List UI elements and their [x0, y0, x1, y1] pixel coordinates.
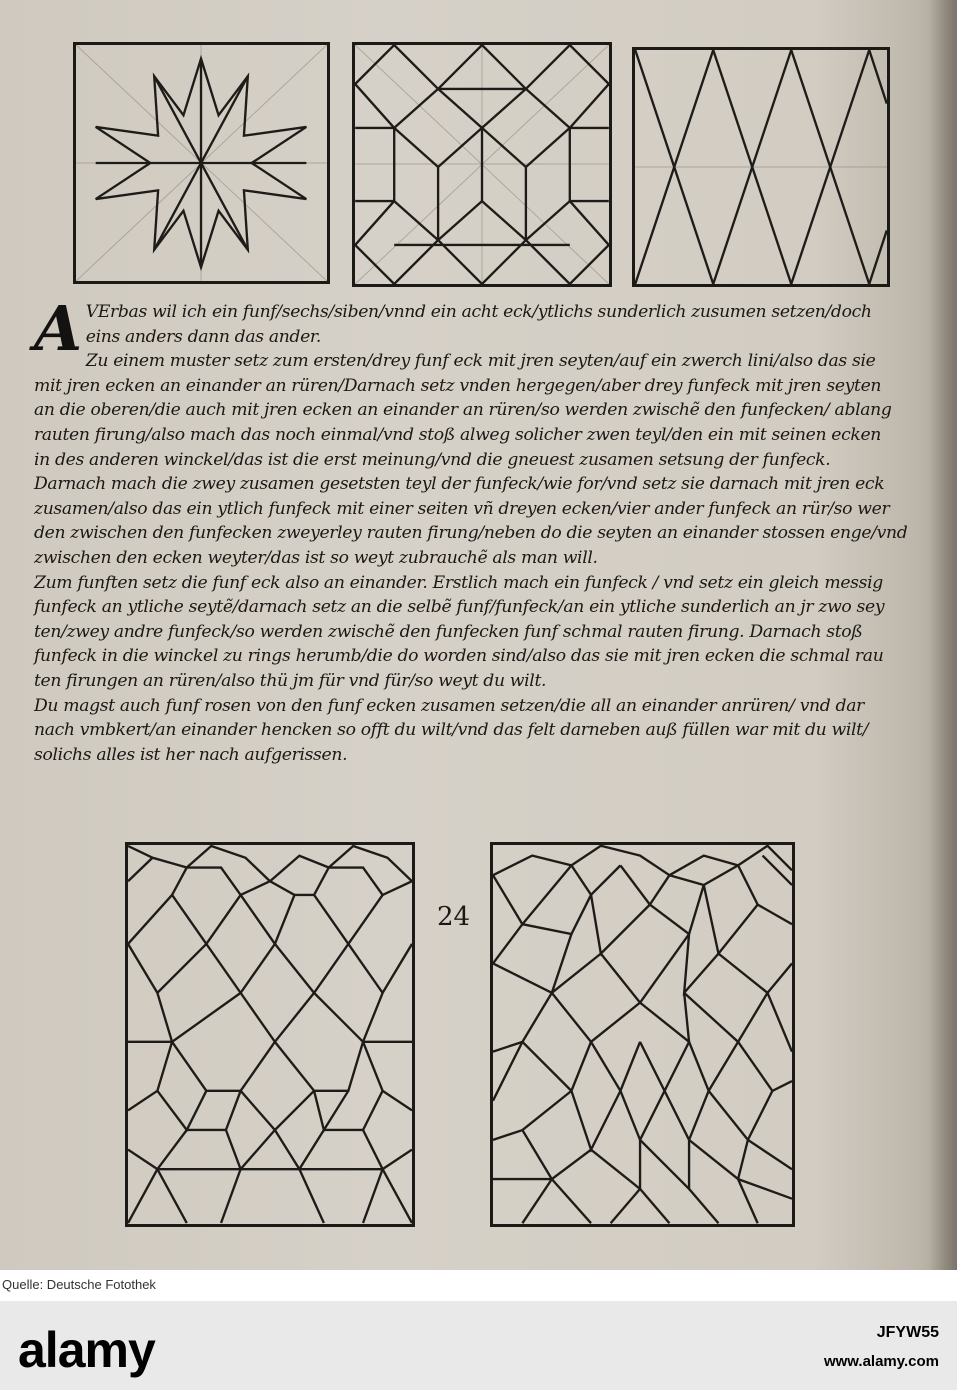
source-credit: Quelle: Deutsche Fotothek: [2, 1277, 156, 1292]
text-line: solichs alles ist her nach aufgerissen.: [34, 744, 348, 765]
pentagon-tiling-figure-right: [490, 842, 795, 1227]
alamy-logo[interactable]: alamy: [18, 1322, 155, 1378]
text-line: Darnach mach die zwey zusamen gesetsten teyl der funfeck/wie for/vnd setz sie darnach mit jren eck: [34, 474, 885, 495]
star-figure: [73, 42, 330, 284]
elongated-diamond-figure: [632, 47, 890, 287]
text-line: nach vmbkert/an einander hencken so offt du wilt/vnd das felt darneben auß füllen war mit du wilt/: [34, 720, 869, 741]
text-line: Du magst auch funf rosen von den funf ecken zusamen setzen/die all an einander anrüren/ vnd dar: [34, 695, 864, 716]
rhombus-drawing: [355, 45, 609, 284]
text-line: rauten firung/also mach das noch einmal/vnd stoß alweg solicher zwen teyl/den ein mit seinen ecken: [34, 424, 882, 445]
pentagon-tiling-left-drawing: [128, 845, 412, 1224]
text-line: eins anders dann das ander.: [85, 326, 321, 347]
text-line: ten firungen an rüren/also thü jm für vnd für/so weyt du wilt.: [34, 670, 547, 691]
decorated-initial: A: [34, 292, 82, 365]
page-number: 24: [437, 902, 471, 932]
text-line: in des anderen winckel/das ist die erst meinung/vnd die gneuest zusamen setsung der funfeck.: [34, 449, 831, 470]
text-line: Zum funften setz die funf eck also an einander. Erstlich mach ein funfeck / vnd setz ein gleich messig: [34, 572, 883, 593]
text-line: den zwischen den funfecken zweyerley rauten firung/neben do die seyten an einander stossen enge/vnd: [34, 523, 908, 544]
pentagon-tiling-figure-left: [125, 842, 415, 1227]
text-line: zusamen/also das ein ytlich funfeck mit einer seiten vñ dreyen ecken/vier ander funfeck an rür/so wer: [34, 498, 890, 519]
site-url[interactable]: www.alamy.com: [823, 1353, 939, 1370]
text-line: zwischen den ecken weyter/das ist so weyt zubrauchẽ als man will.: [34, 547, 598, 568]
text-line: mit jren ecken an einander an rüren/Darnach setz vnden hergegen/aber drey funfeck mit jren seyten: [34, 375, 882, 396]
text-line: funfeck an ytliche seytẽ/darnach setz an die selbẽ funf/funfeck/an ein ytliche sunderlich an jr zwo sey: [34, 597, 885, 618]
text-line: ten/zwey andre funfeck/so werden zwischẽ den funfecken funf schmal rauten firung. Darnach stoß: [34, 621, 863, 642]
star-drawing: [76, 45, 327, 281]
text-line: A VErbas wil ich ein funf/sechs/siben/vnnd ein acht eck/ytlichs sunderlich zusumen setzen/doch: [34, 292, 872, 365]
text-line: Zu einem muster setz zum ersten/drey funf eck mit jren seyten/auf ein zwerch lini/also das sie: [85, 351, 876, 372]
body-text: [34, 292, 934, 767]
diamond-drawing: [635, 50, 887, 284]
stock-footer: [0, 1270, 957, 1390]
image-id: JFYW55: [876, 1324, 939, 1341]
rhombus-pattern-figure: [352, 42, 612, 287]
pentagon-tiling-right-drawing: [493, 845, 792, 1224]
text-line: an die oberen/die auch mit jren ecken an einander an rüren/so werden zwischẽ den funfecken/ ablang: [34, 400, 892, 421]
watermark-bar: [0, 1301, 957, 1390]
text-line: funfeck in die winckel zu rings herumb/die do worden sind/also das sie mit jren ecken die schmal rau: [34, 646, 884, 667]
